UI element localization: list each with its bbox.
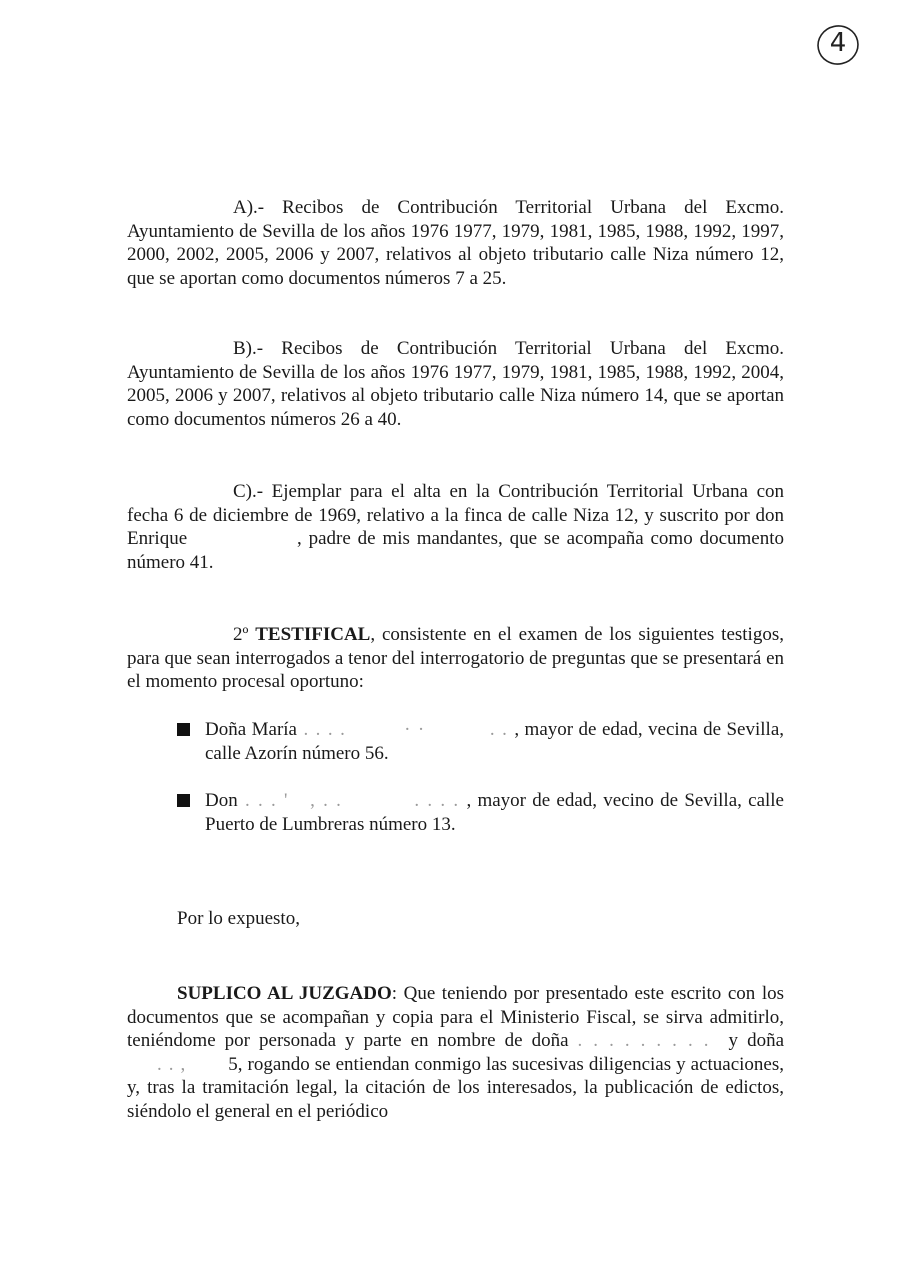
por-lo-expuesto [127,907,784,931]
witness-text [177,789,784,836]
redacted-name: . . , [127,1053,229,1075]
suplico-text-3: 5, rogando se entiendan conmigo las sucesivas diligencias y actuaciones, y, tras la tramitación legal, la citación de los interesados, la publicación de edictos, siéndolo el general en el periódico [127,1053,784,1122]
witness-item [177,718,784,765]
paragraph-testifical [127,623,784,694]
paragraph-suplico [127,982,784,1123]
page-number: 4 [829,28,847,58]
paragraph-c [127,480,789,574]
witness-text [177,718,784,765]
paragraph-c-text: C).- Ejemplar para el alta en la Contribución Territorial Urbana con fecha 6 de diciembre de 1969, relativo a la finca de calle Niza 12, y suscrito por don Enrique , padre de mis mandantes, que se acompaña como documento número 41. [127,481,789,573]
witness-details: , mayor de edad, vecina de Sevilla, calle Azorín número 56. [205,719,785,764]
paragraph-b-text: B).- Recibos de Contribución Territorial Urbana del Excmo. Ayuntamiento de Sevilla de los años 1976 1977, 1979, 1981, 1985, 1988, 1992, 2004, 2005, 2006 y 2007, relativos al objeto tributario calle Niza número 14, que se aportan como documentos números 26 a 40. [127,338,784,430]
paragraph-a [127,196,784,290]
testifical-text: , consistente en el examen de los siguientes testigos, para que sean interrogados a tenor del interrogatorio de preguntas que se presentará en el momento procesal oportuno: [127,624,784,692]
paragraph-a-text: A).- Recibos de Contribución Territorial Urbana del Excmo. Ayuntamiento de Sevilla de los años 1976 1977, 1979, 1981, 1985, 1988, 1992, 1997, 2000, 2002, 2005, 2006 y 2007, relativos al objeto tributario calle Niza número 12, que se aportan como documentos números 7 a 25. [127,197,784,289]
witness-title: Don [205,790,238,811]
redacted-name: . . . . · · . . [297,719,515,740]
testifical-heading: TESTIFICAL [255,624,371,645]
redacted-name: . . . . . . . . . [577,1030,720,1051]
redacted-name: . . . ' , . . . . . . [237,790,467,811]
suplico-text-1: : Que teniendo por presentado este escrito con los documentos que se acompañan y copia para el Ministerio Fiscal, se sirva admitirlo, teniéndome por personada y parte en nombre de doña [127,983,784,1051]
suplico-text-2: y doña [719,1030,785,1051]
paragraph-b [127,337,784,431]
testifical-prefix: 2º [233,624,256,645]
witness-item [177,789,784,836]
witness-title: Doña María [205,719,297,740]
suplico-heading: SUPLICO AL JUZGADO [177,983,392,1004]
bullet-square-icon [177,794,190,807]
por-lo-expuesto-text: Por lo expuesto, [177,908,300,929]
witness-details: , mayor de edad, vecino de Sevilla, calle Puerto de Lumbreras número 13. [205,790,784,835]
page-number-stamp [815,22,861,68]
bullet-square-icon [177,723,190,736]
